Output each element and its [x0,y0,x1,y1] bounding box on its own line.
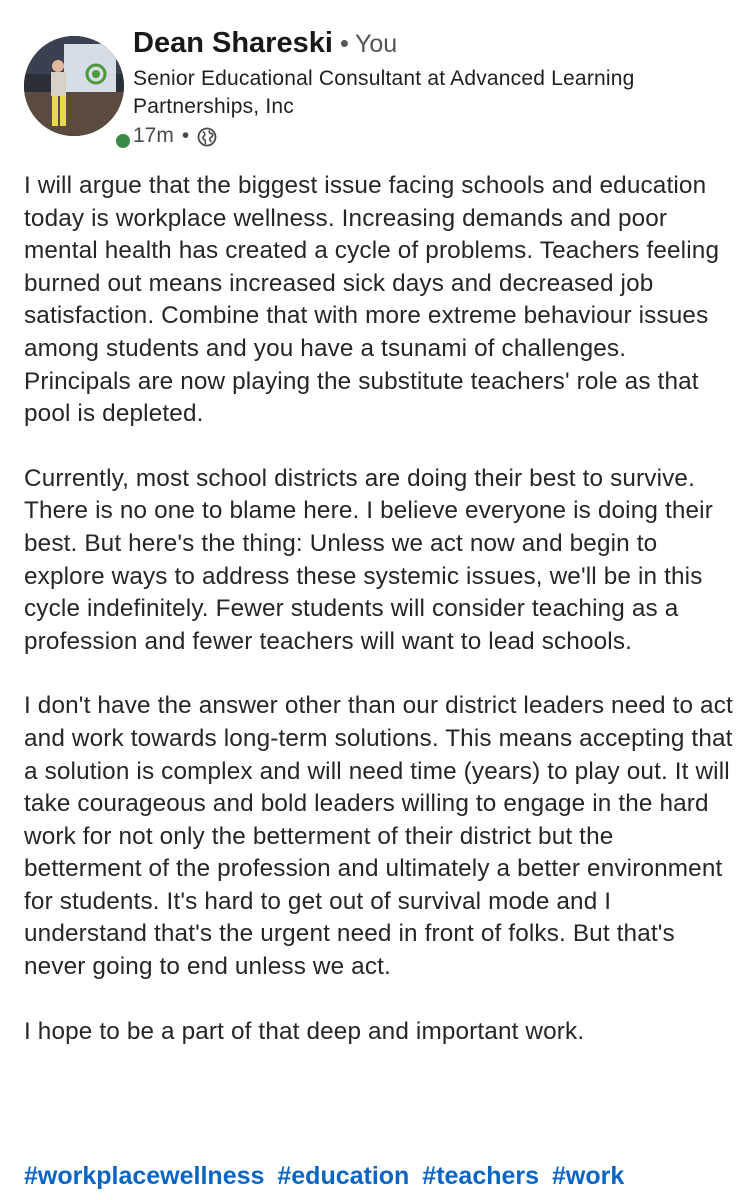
post-header [24,26,726,146]
post-timestamp-row [133,121,723,151]
hashtag-work[interactable]: #work [552,1162,625,1190]
globe-icon [197,126,217,146]
online-status-dot [112,130,134,152]
hashtag-teachers[interactable]: #teachers [422,1162,540,1190]
avatar[interactable] [24,36,124,136]
time-separator: • [181,124,190,147]
author-headline: Senior Educational Consultant at Advanced Learning Partnerships, Inc [133,67,635,118]
post-paragraph-2: Currently, most school districts are doing their best to survive. There is no one to blame here. I believe everyone is doing their best. But here's the thing: Unless we act now and begin to explore ways to address these systemic issues, we'll be in this cycle indefinitely. Fewer students will consider teaching as a profession and fewer teachers will want to lead schools. [24,464,713,655]
hashtag-workplacewellness[interactable]: #workplacewellness [24,1162,265,1190]
post-paragraph-3: I don't have the answer other than our district leaders need to act and work towards long-term solutions. This means accepting that a solution is complex and will need time (years) to play out. It will take courageous and bold leaders willing to engage in the hard work for not only the betterment of their district but the betterment of the profession and ultimately a better environment for students. It's hard to get out of survival mode and I understand that's the urgent need in front of folks. But that's never going to end unless we act. [24,692,733,981]
hashtag-row [24,1160,630,1192]
name-separator: • [339,28,349,58]
post-body [24,170,736,1080]
author-meta [133,26,723,151]
relation-label: You [355,30,398,58]
post-time: 17m [133,124,174,147]
post-paragraph-1: I will argue that the biggest issue facing schools and education today is workplace wellness. Increasing demands and poor mental health has created a cycle of problems. Teachers feeling burned out means increased sick days and decreased job satisfaction. Combine that with more extreme behaviour issues among students and you have a tsunami of challenges. Principals are now playing the substitute teachers' role as that pool is depleted. [24,172,720,428]
hashtag-education[interactable]: #education [277,1162,410,1190]
avatar-photo [24,36,124,136]
author-name[interactable]: Dean Shareski [133,27,333,59]
name-row [133,26,723,61]
post-paragraph-4: I hope to be a part of that deep and important work. [24,1017,585,1045]
